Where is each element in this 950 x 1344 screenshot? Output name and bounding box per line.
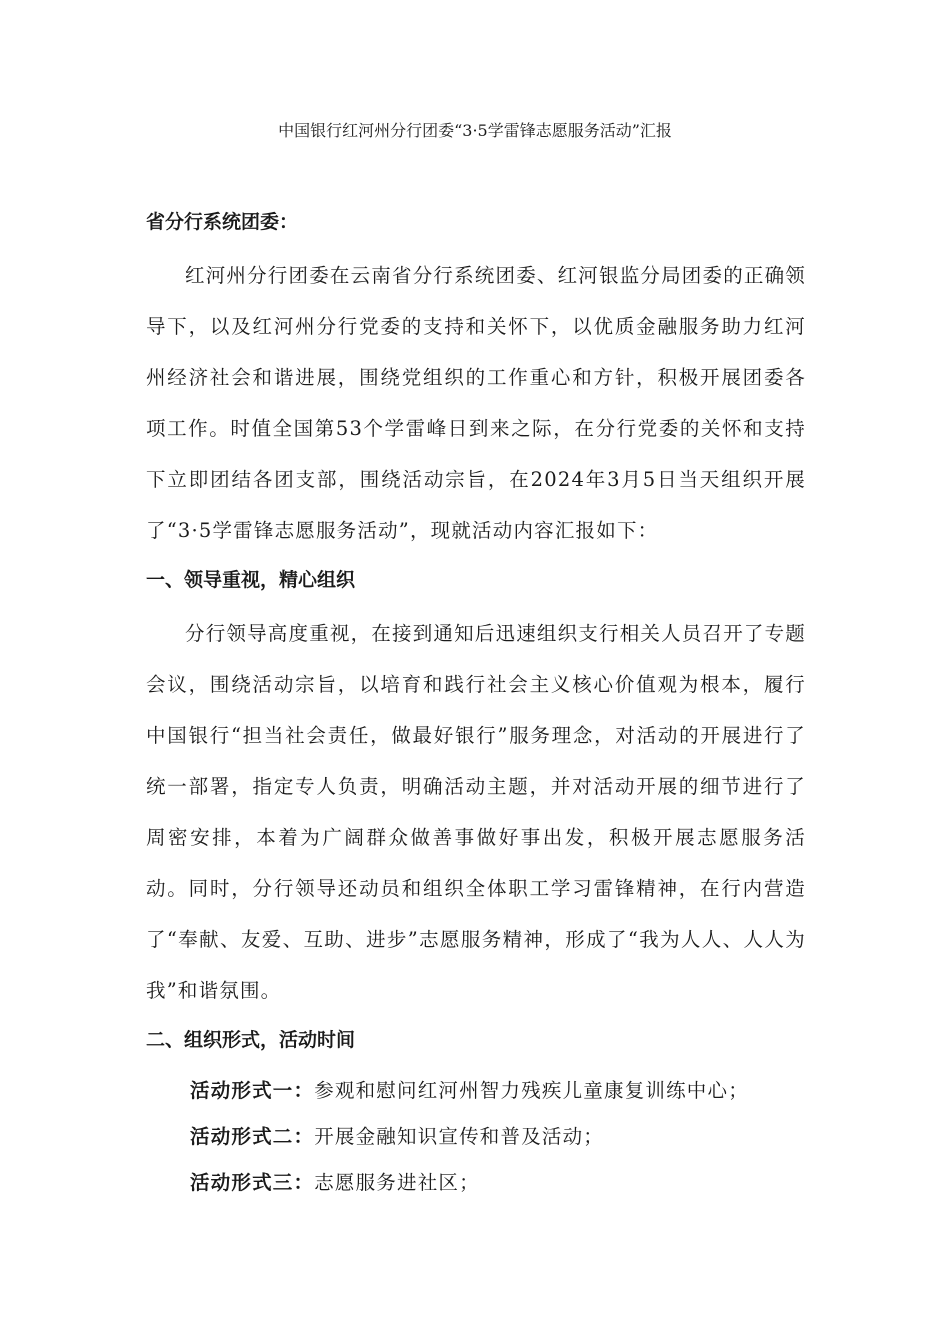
- activity-form-2-text: 开展金融知识宣传和普及活动；: [314, 1125, 605, 1148]
- activity-form-2-label: 活动形式二：: [190, 1125, 315, 1148]
- section-1-paragraph: 分行领导高度重视，在接到通知后迅速组织支行相关人员召开了专题会议，围绕活动宗旨，以培育和践行社会主义核心价值观为根本，履行中国银行“担当社会责任，做最好银行”服务理念，对活动的开展进行了统一部署，指定专人负责，明确活动主题，并对活动开展的细节进行了周密安排，本着为广阔群众做善事做好事出发，积极开展志愿服务活动。同时，分行领导还动员和组织全体职工学习雷锋精神，在行内营造了“奉献、友爱、互助、进步”志愿服务精神，形成了“我为人人、人人为我”和谐氛围。: [146, 622, 807, 1002]
- activity-form-3: [146, 1160, 806, 1206]
- activity-form-2: [146, 1114, 806, 1160]
- activity-form-1-text: 参观和慰问红河州智力残疾儿童康复训练中心；: [314, 1079, 749, 1102]
- document-body: [146, 200, 806, 1206]
- activity-form-1: [146, 1068, 806, 1114]
- salutation: 省分行系统团委：: [146, 211, 299, 233]
- activity-form-3-label: 活动形式三：: [190, 1171, 315, 1194]
- section-1-heading: 一、领导重视，精心组织: [146, 569, 356, 591]
- activity-form-3-text: 志愿服务进社区；: [314, 1171, 480, 1194]
- intro-paragraph: 红河州分行团委在云南省分行系统团委、红河银监分局团委的正确领导下，以及红河州分行党委的支持和关怀下，以优质金融服务助力红河州经济社会和谐进展，围绕党组织的工作重心和方针，积极开展团委各项工作。时值全国第53个学雷峰日到来之际，在分行党委的关怀和支持下立即团结各团支部，围绕活动宗旨，在2024年3月5日当天组织开展了“3·5学雷锋志愿服务活动”，现就活动内容汇报如下：: [146, 264, 807, 542]
- document-title: 中国银行红河州分行团委“3·5学雷锋志愿服务活动”汇报: [278, 121, 672, 140]
- activity-form-1-label: 活动形式一：: [190, 1079, 315, 1102]
- section-2-heading: 二、组织形式，活动时间: [146, 1029, 356, 1051]
